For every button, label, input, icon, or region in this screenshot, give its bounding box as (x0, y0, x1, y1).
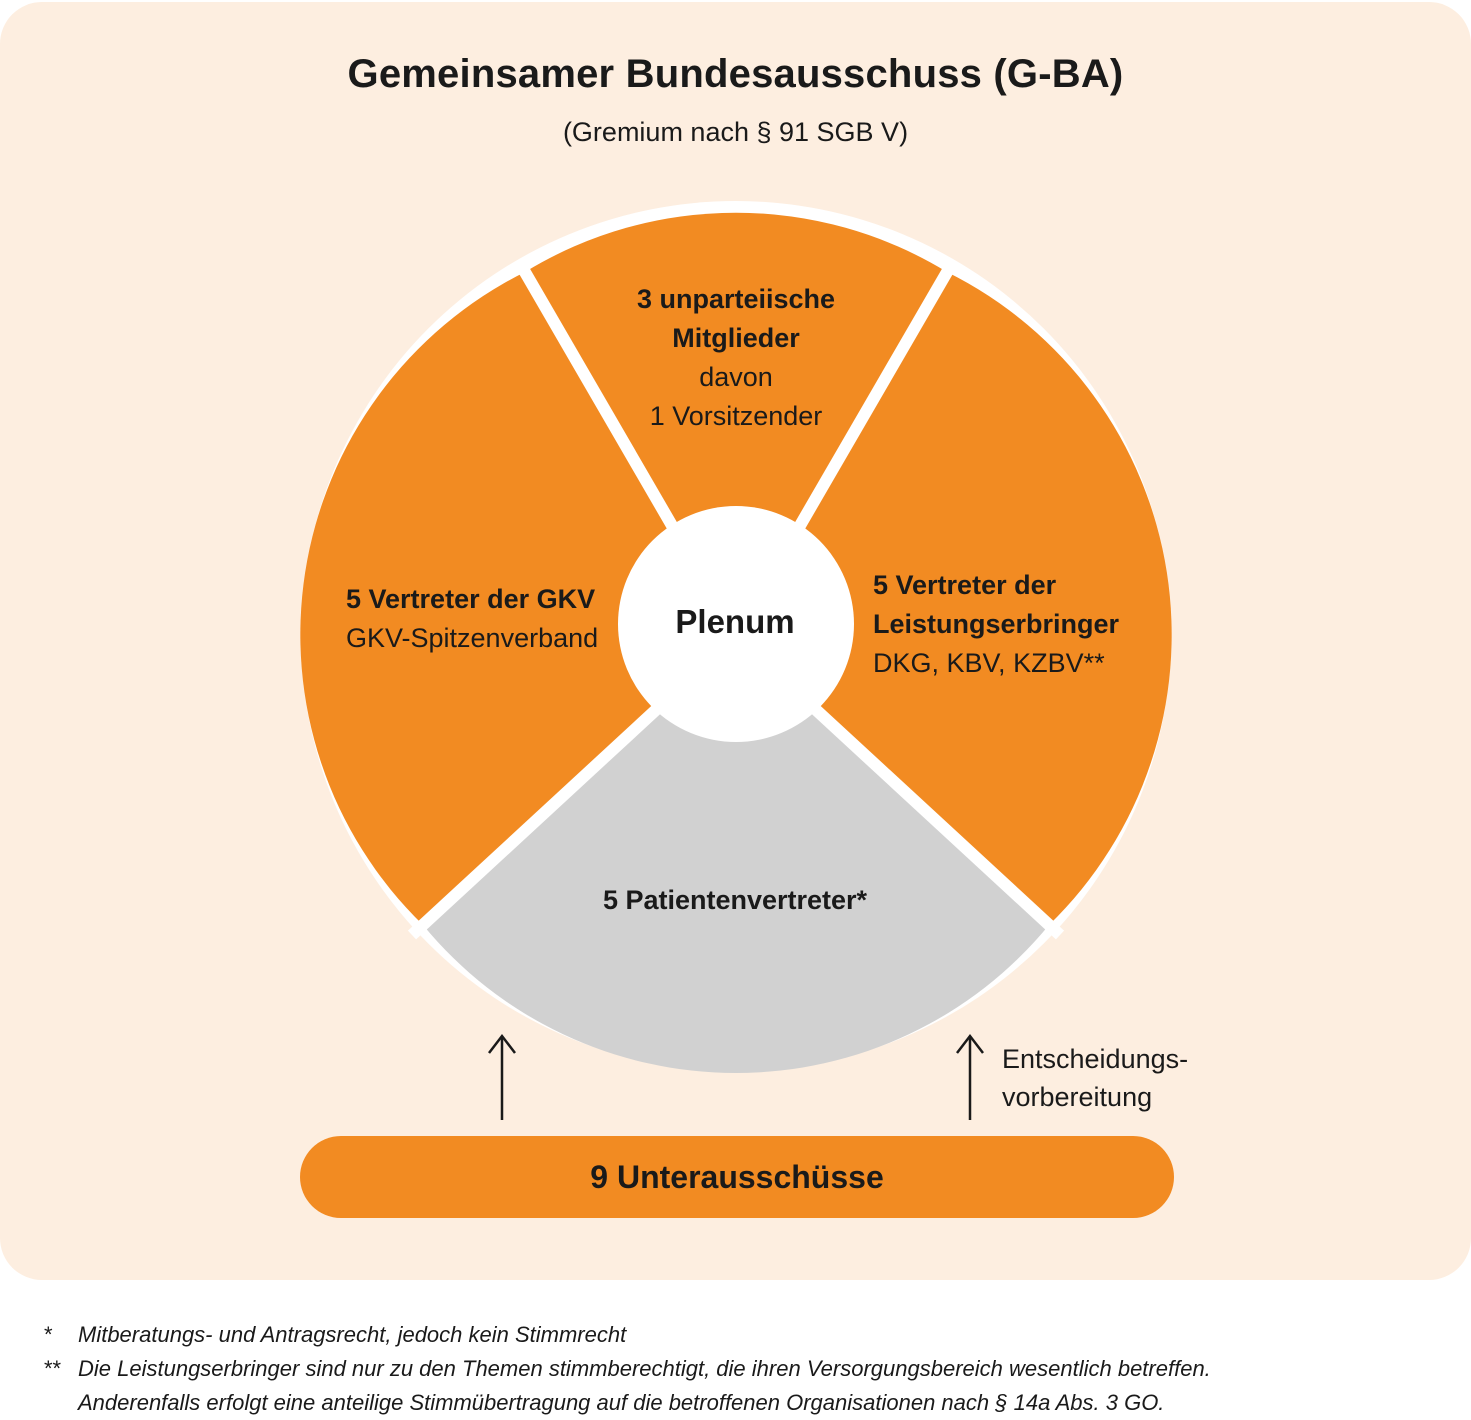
segment-top-title-1: 3 unparteiische (636, 284, 836, 314)
arrow-right (957, 1036, 983, 1120)
diagram-title: Gemeinsamer Bundesausschuss (G-BA) (347, 52, 1124, 96)
segment-right-title-1: 5 Vertreter der (873, 570, 1057, 600)
decision-prep-label (1002, 1040, 1188, 1116)
subcommittees-bar (300, 1136, 1174, 1218)
footnote-1 (44, 1318, 1211, 1352)
footnote-2 (44, 1352, 1211, 1386)
decision-prep-line-1: Entscheidungs- (1002, 1044, 1189, 1074)
segment-top-title-2: Mitglieder (672, 323, 800, 353)
segment-top-line-1: davon (699, 362, 773, 392)
segment-top-line-2: 1 Vorsitzender (649, 401, 823, 431)
segment-right-line: DKG, KBV, KZBV** (873, 648, 1105, 678)
footnote-3-text: Anderenfalls erfolgt eine anteilige Stimmübertragung auf die betroffenen Organisationen nach § 14a Abs. 3 GO. (78, 1390, 1165, 1415)
segment-left-line: GKV-Spitzenverband (346, 623, 599, 653)
diagram-subtitle: (Gremium nach § 91 SGB V) (562, 117, 909, 147)
segment-right-label (873, 566, 1119, 683)
footnotes (44, 1318, 1211, 1420)
plenum-label: Plenum (675, 603, 795, 640)
footnote-1-text: Mitberatungs- und Antragsrecht, jedoch kein Stimmrecht (78, 1322, 627, 1347)
segment-top-label (586, 280, 886, 436)
footnote-3 (44, 1386, 1211, 1420)
footnote-2-text: Die Leistungserbringer sind nur zu den Themen stimmberechtigt, die ihren Versorgungsbereich wesentlich betreffen. (78, 1356, 1211, 1381)
decision-prep-line-2: vorbereitung (1002, 1082, 1153, 1112)
segment-left-label (346, 580, 598, 658)
footnote-2-mark: ** (44, 1356, 62, 1381)
subcommittees-label: 9 Unterausschüsse (590, 1158, 884, 1195)
segment-left-title: 5 Vertreter der GKV (346, 584, 596, 614)
footnote-1-mark: * (44, 1322, 53, 1347)
segment-bottom-label: 5 Patientenvertreter* (602, 885, 868, 915)
arrow-left (489, 1036, 515, 1120)
segment-right-title-2: Leistungserbringer (873, 609, 1120, 639)
